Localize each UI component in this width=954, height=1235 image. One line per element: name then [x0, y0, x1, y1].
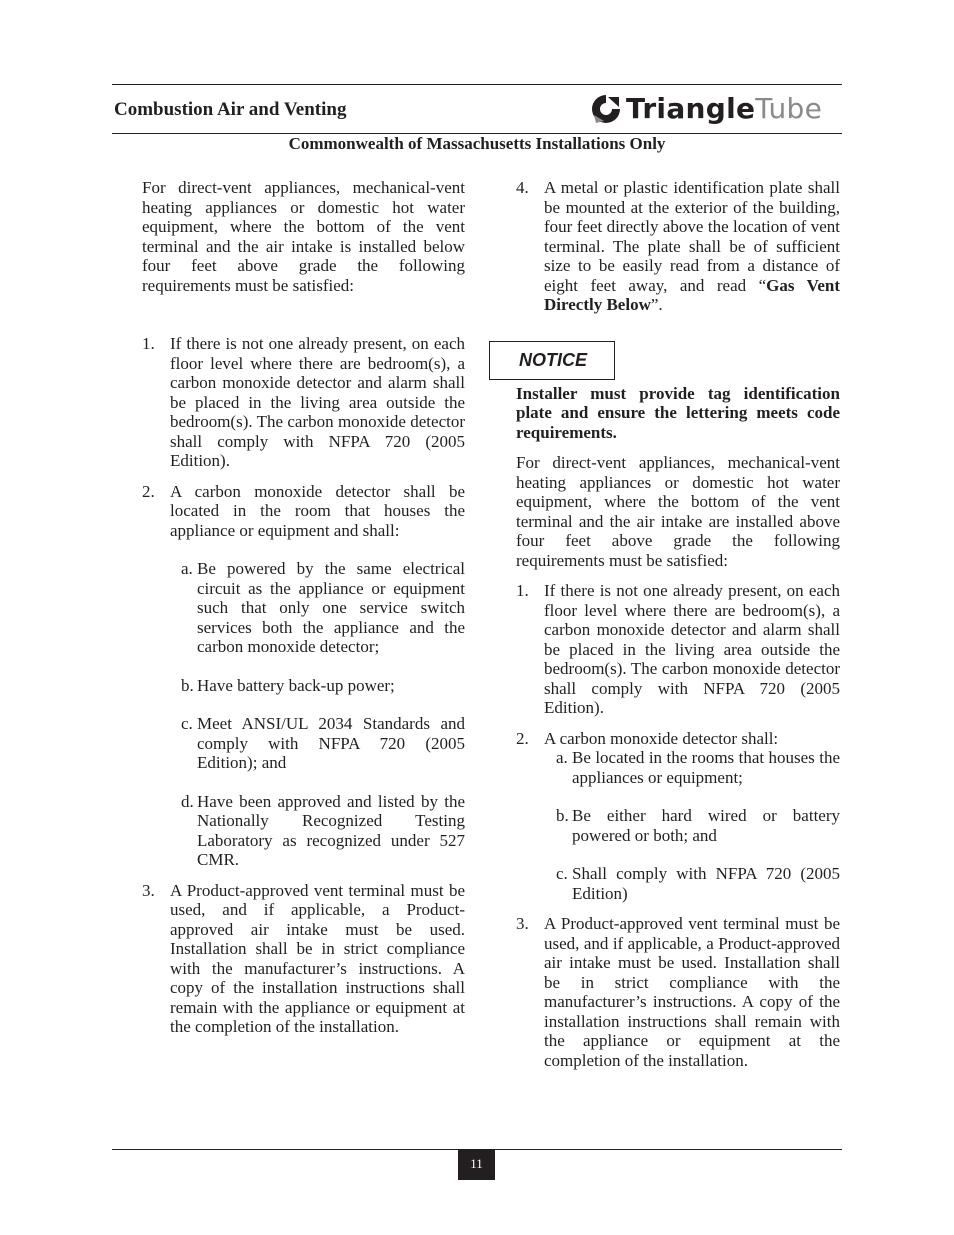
list-item-number: 2.: [516, 728, 529, 748]
list-item: [516, 729, 840, 749]
notice-text: Installer must provide tag identification plate and ensure the lettering meets code requirements.: [516, 383, 840, 442]
list-item: [142, 881, 465, 1037]
right-column: [516, 178, 840, 1070]
logo-wordmark: [626, 93, 822, 125]
sub-list-item: [181, 792, 465, 870]
list-item-number: 1.: [142, 334, 155, 353]
sub-list-item-text: Be located in the rooms that houses the appliances or equipment;: [572, 748, 840, 787]
list-item: [516, 178, 840, 315]
left-column: [142, 178, 465, 1037]
sub-list-item: [181, 676, 465, 696]
list-item-text: If there is not one already present, on each floor level where there are bedroom(s), a carbon monoxide detector and alarm shall be placed in the living area outside the bedroom(s). The carbon monoxide detector shall comply with NFPA 720 (2005 Edition).: [170, 334, 465, 470]
list-item: [142, 334, 465, 471]
sub-list-item: [556, 748, 840, 787]
sub-list-item-text: Be powered by the same electrical circuit as the appliance or equipment such that only one service switch services both the appliance and the carbon monoxide detector;: [197, 559, 465, 656]
sub-list-item-text: Have battery back-up power;: [197, 675, 395, 695]
list-item-number: 3.: [142, 880, 155, 900]
sub-list-item-text: Meet ANSI/UL 2034 Standards and comply with NFPA 720 (2005 Edition); and: [197, 714, 465, 772]
list-item-number: 1.: [516, 581, 529, 600]
section-title: Combustion Air and Venting: [114, 99, 347, 120]
sub-list-item-letter: d.: [181, 791, 194, 811]
list-item-text: A carbon monoxide detector shall:: [544, 728, 779, 748]
sub-list-item-text: Shall comply with NFPA 720 (2005 Edition): [572, 864, 840, 903]
left-intro-paragraph: For direct-vent appliances, mechanical-vent heating appliances or domestic hot water equipment, where the bottom of the vent terminal and the air intake is installed below four feet above grade the following requirements must be satisfied:: [142, 178, 465, 295]
list-item-number: 4.: [516, 178, 529, 197]
sub-list-item-letter: b.: [181, 675, 194, 695]
sub-list-item-text: Have been approved and listed by the Nationally Recognized Testing Laboratory as recognized under 527 CMR.: [197, 791, 465, 869]
sub-list-item: [181, 714, 465, 773]
list-item-text: A Product-approved vent terminal must be used, and if applicable, a Product-approved air intake must be used. Installation shall be in strict compliance with the manufacturer’s instructions. A copy of the installation instructions shall remain with the appliance or equipment at the completion of the installation.: [170, 880, 465, 1036]
sub-list-item-text: Be either hard wired or battery powered or both; and: [572, 806, 840, 845]
logo-word-triangle: Triangle: [626, 92, 756, 125]
sub-list-item-letter: b.: [556, 806, 569, 825]
list-item-text: A carbon monoxide detector shall be located in the room that houses the appliance or equipment and shall:: [170, 481, 465, 540]
list-item: [142, 482, 465, 541]
list-item-text: [544, 178, 840, 315]
list-item: [516, 581, 840, 718]
sub-list-item-letter: c.: [181, 714, 193, 733]
gas-vent-label-text: Gas Vent Directly Below: [544, 275, 840, 314]
item-4-text: A metal or plastic identification plate shall be mounted at the exterior of the building, four feet directly above the location of vent terminal. The plate shall be of sufficient size to be easily read from a distance of eight feet away, and read “: [544, 178, 840, 295]
triangle-tube-logo-icon: [590, 93, 622, 125]
sub-list-item: [556, 864, 840, 903]
sub-list-item-letter: a.: [181, 559, 193, 578]
sub-list-item: [556, 806, 840, 845]
list-item-text: If there is not one already present, on each floor level where there are bedroom(s), a carbon monoxide detector and alarm shall be placed in the living area outside the bedroom(s). The carbon monoxide detector shall comply with NFPA 720 (2005 Edition).: [544, 581, 840, 717]
notice-label: NOTICE: [519, 350, 588, 370]
page-number: 11: [458, 1150, 495, 1180]
header-top-rule: [112, 84, 842, 85]
right-intro-paragraph: For direct-vent appliances, mechanical-vent heating appliances or domestic hot water equipment, where the bottom of the vent terminal and the air intake are installed above four feet above grade the following requirements must be satisfied:: [516, 453, 840, 570]
item-4-text-end: ”.: [650, 295, 663, 314]
page-subtitle: Commonwealth of Massachusetts Installations Only: [288, 134, 666, 153]
sub-list-item-letter: c.: [556, 864, 568, 883]
list-item-number: 3.: [516, 914, 529, 933]
logo-word-tube: Tube: [755, 92, 823, 125]
list-item-number: 2.: [142, 481, 155, 501]
brand-logo: [590, 92, 822, 126]
sub-list-item-letter: a.: [556, 748, 568, 767]
list-item-text: A Product-approved vent terminal must be used, and if applicable, a Product-approved air intake must be used. Installation shall be in strict compliance with the manufacturer’s instructions. A copy of the installation instructions shall remain with the appliance or equipment at the completion of the installation.: [544, 914, 840, 1070]
list-item: [516, 914, 840, 1070]
sub-list-item: [181, 559, 465, 657]
